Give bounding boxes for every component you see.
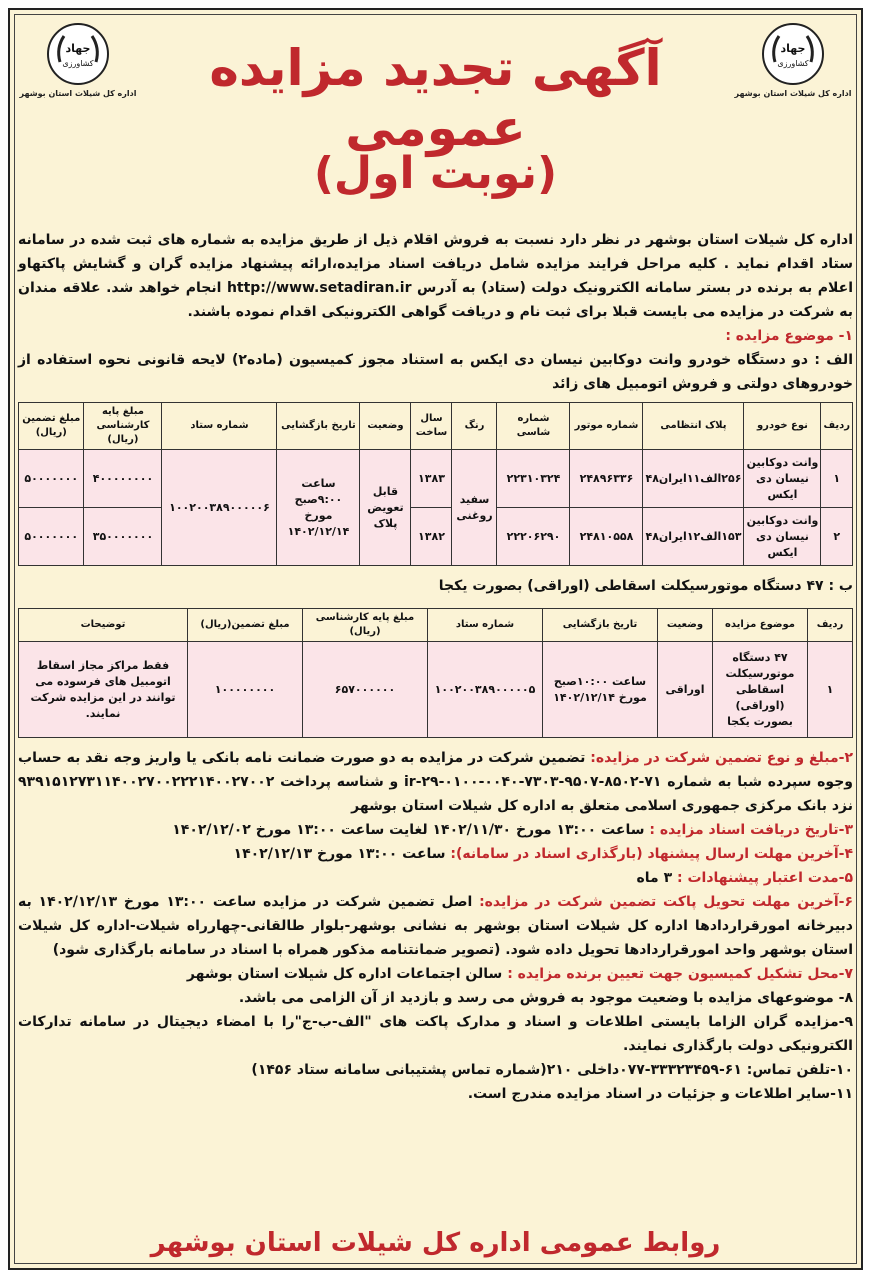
section1-item-a: الف : دو دستگاه خودرو وانت دوکابین نیسان دی ایکس به استناد مجوز کمیسیون (ماده۲) لایحه قانونی نحوه استفاده از خودروهای دولتی و فروش اتومبیل های زائد [18,352,853,392]
intro-paragraph: اداره کل شیلات استان بوشهر در نظر دارد نسبت به فروش اقلام ذیل از طریق مزایده به شماره های ثبت شده در سامانه ستاد اقدام نماید . کلیه مراحل فرایند مزایده شامل دریافت اسناد مزایده،ارائه پیشنهاد مزایده گران و گشایش پاکتهاو اعلام به برنده در بستر سامانه الکترونیک دولت (ستاد) به آدرس http://www.setadiran.ir انجام خواهد شد. علاقه مندان به شرکت در مزایده می بایست قبلا برای ثبت نام و دریافت گواهی الکترونیکی اقدام نموده باشند. [18,232,854,320]
cell-year: ۱۳۸۳ [411,450,452,508]
list-item [18,746,853,818]
logo-caption-right: اداره کل شیلات استان بوشهر [734,89,852,98]
page-title: آگهی تجدید مزایده عمومی [209,39,662,157]
cell-base: ۳۵۰۰۰۰۰۰۰ [84,508,162,566]
item-text: ۱۰-تلفن تماس: ۶۱-۳۳۳۲۳۴۵۹-۰۷۷داخلی ۲۱۰(شماره تماس پشتیبانی سامانه ستاد ۱۴۵۶) [251,1062,853,1078]
th-chassis: شماره شاسی [497,403,570,450]
wheat-logo-icon [46,22,110,86]
cell-type: وانت دوکابین نیسان دی ایکس [744,450,821,508]
list-item [18,866,853,890]
svg-text:جهاد: جهاد [780,42,806,55]
th-guarantee: مبلغ تضمین(ریال) [188,609,303,642]
item-text: ۳ ماه [636,870,677,886]
th-base: مبلغ پایه کارشناسی (ریال) [303,609,428,642]
logo-left [18,22,138,98]
item-label: ۵-مدت اعتبار پیشنهادات : [677,870,853,886]
table-header-row [19,609,853,642]
item-text: تضمین شرکت در مزایده به دو صورت ضمانت نامه بانکی یا واریز وجه نقد به حساب وجوه سپرده شبا به شماره ir-۲۹-۰۱۰۰-۰۰۴۰-۷۳۰۳-۹۵۰۷-۸۵۰۲-۷۱ و شناسه پرداخت ۹۳۹۱۵۱۲۷۳۱۱۴۰۰۲۷۰۰۲۲۲۱۴۰۰۲۷۰۰۲ نزد بانک مرکزی جمهوری اسلامی متعلق به اداره کل شیلات استان بوشهر [18,750,853,814]
item-text: ۸- موضوعهای مزایده با وضعیت موجود به فروش می رسد و بازدید از آن الزامی می باشد. [238,990,853,1006]
table-row [19,508,853,566]
th-year: سال ساخت [411,403,452,450]
cell-type: وانت دوکابین نیسان دی ایکس [744,508,821,566]
conditions-list [18,746,853,1106]
table-row [19,642,853,738]
footer-signature: روابط عمومی اداره کل شیلات استان بوشهر [150,1228,721,1258]
cell-notes: فقط مراکز مجاز اسقاط اتومبیل های فرسوده می توانند در این مزایده شرکت نمایند. [19,642,188,738]
cell-guarantee: ۱۰۰۰۰۰۰۰۰ [188,642,303,738]
cell-year: ۱۳۸۲ [411,508,452,566]
th-setad: شماره ستاد [428,609,543,642]
th-subject: موضوع مزایده [713,609,808,642]
svg-text:جهاد: جهاد [65,42,91,55]
cell-guarantee: ۵۰۰۰۰۰۰۰ [19,508,84,566]
item-text: ساعت ۱۳:۰۰ مورخ ۱۴۰۲/۱۱/۳۰ لغایت ساعت ۱۳:۰۰ مورخ ۱۴۰۲/۱۲/۰۲ [172,822,650,838]
cell-base: ۶۵۷۰۰۰۰۰۰ [303,642,428,738]
item-label: ۲-مبلغ و نوع تضمین شرکت در مزایده: [590,750,853,766]
item-text: ساعت ۱۳:۰۰ مورخ ۱۴۰۲/۱۲/۱۳ [233,846,451,862]
list-item [18,842,853,866]
list-item [18,1082,853,1106]
vehicles-table [18,402,853,566]
cell-status: قابل تعویض پلاک [360,450,411,566]
th-opening: تاریخ بازگشایی [277,403,360,450]
th-radif: ردیف [821,403,853,450]
svg-text:کشاورزی: کشاورزی [62,59,94,68]
item-label: ۴-آخرین مهلت ارسال پیشنهاد (بارگذاری اسناد در سامانه): [450,846,853,862]
cell-setad: ۱۰۰۲۰۰۳۸۹۰۰۰۰۰۶ [162,450,277,566]
th-base: مبلغ پایه کارشناسی (ریال) [84,403,162,450]
list-item [18,1058,853,1082]
svg-text:کشاورزی: کشاورزی [777,59,809,68]
item-label: ۶-آخرین مهلت تحویل پاکت تضمین شرکت در مزایده: [479,894,854,910]
table-header-row [19,403,853,450]
section-b-title: ب : ۴۷ دستگاه موتورسیکلت اسقاطی (اوراقی) بصورت یکجا [438,578,853,594]
list-item [18,818,853,842]
item-text: ۱۱-سایر اطلاعات و جزئیات در اسناد مزایده مندرج است. [467,1086,853,1102]
announcement-body [18,228,853,1106]
cell-engine: ۲۴۸۹۶۳۳۶ [570,450,643,508]
cell-radif: ۱ [821,450,853,508]
list-item [18,1010,853,1058]
table-row [19,450,853,508]
th-engine: شماره موتور [570,403,643,450]
item-text: سالن اجتماعات اداره کل شیلات استان بوشهر [186,966,508,982]
item-text: ۹-مزایده گران الزاما بایستی اطلاعات و اسناد و مدارک پاکت های "الف-ب-ج"را با امضاء دیجیتال در سامانه تدارکات الکترونیکی دولت بارگذاری نمایند. [18,1014,853,1054]
cell-chassis: ۲۲۳۱۰۳۲۴ [497,450,570,508]
cell-guarantee: ۵۰۰۰۰۰۰۰ [19,450,84,508]
page-subtitle: (نوبت اول) [313,148,558,199]
list-item [18,962,853,986]
cell-opening: ساعت ۹:۰۰صبح مورخ ۱۴۰۲/۱۲/۱۴ [277,450,360,566]
cell-color: سفید روغنی [452,450,497,566]
th-radif: ردیف [808,609,853,642]
cell-plate: ۱۵۳الف۱۲ایران۴۸ [643,508,744,566]
th-opening: تاریخ بازگشایی [543,609,658,642]
item-label: ۳-تاریخ دریافت اسناد مزایده : [649,822,853,838]
th-type: نوع خودرو [744,403,821,450]
th-status: وضعیت [360,403,411,450]
item-text: اصل تضمین شرکت در مزایده ساعت ۱۳:۰۰ مورخ ۱۴۰۲/۱۲/۱۳ به دبیرخانه امورقراردادها اداره کل شیلات استان بوشهر به نشانی بوشهر-بلوار طالقانی-چهارراه شیلات-اداره کل شیلات استان بوشهر واحد امورقراردادها تحویل داده شود. (تصویر ضمانتنامه مذکور همراه با اسناد در سامانه بارگذاری شود) [18,894,853,958]
section1-title: ۱- موضوع مزایده : [725,328,853,344]
list-item [18,890,853,962]
th-setad: شماره ستاد [162,403,277,450]
announcement-page [8,8,863,1270]
th-plate: پلاک انتظامی [643,403,744,450]
th-notes: توضیحات [19,609,188,642]
cell-status: اوراقی [658,642,713,738]
motorcycles-table [18,608,853,738]
cell-subject: ۴۷ دستگاه موتورسیکلت اسقاطی (اوراقی) بصورت یکجا [713,642,808,738]
th-color: رنگ [452,403,497,450]
logo-right [733,22,853,98]
cell-chassis: ۲۲۲۰۶۲۹۰ [497,508,570,566]
th-guarantee: مبلغ تضمین (ریال) [19,403,84,450]
cell-engine: ۲۴۸۱۰۵۵۸ [570,508,643,566]
cell-plate: ۲۵۶الف۱۱ایران۴۸ [643,450,744,508]
cell-base: ۴۰۰۰۰۰۰۰۰ [84,450,162,508]
list-item [18,986,853,1010]
cell-setad: ۱۰۰۲۰۰۳۸۹۰۰۰۰۰۵ [428,642,543,738]
logo-caption-left: اداره کل شیلات استان بوشهر [19,89,137,98]
wheat-logo-icon [761,22,825,86]
cell-radif: ۲ [821,508,853,566]
cell-radif: ۱ [808,642,853,738]
th-status: وضعیت [658,609,713,642]
cell-opening: ساعت ۱۰:۰۰صبح مورخ ۱۴۰۲/۱۲/۱۴ [543,642,658,738]
item-label: ۷-محل تشکیل کمیسیون جهت تعیین برنده مزایده : [507,966,853,982]
